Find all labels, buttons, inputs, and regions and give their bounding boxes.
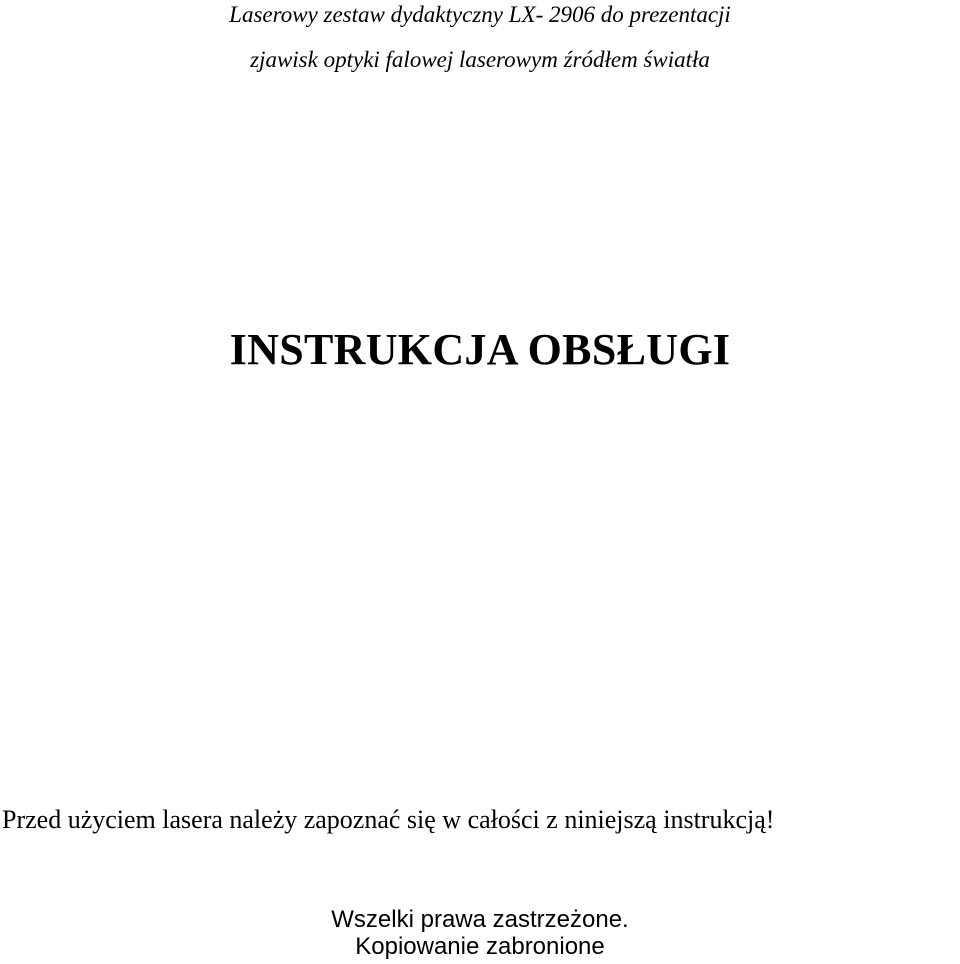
subtitle-line-1: Laserowy zestaw dydaktyczny LX- 2906 do prezentacji <box>229 2 731 27</box>
copyright-line-1: Wszelki prawa zastrzeżone. <box>331 906 629 933</box>
warning-text: Przed użyciem lasera należy zapoznać się w całości z niniejszą instrukcją! <box>2 805 775 834</box>
copyright-line-2: Kopiowanie zabronione <box>355 933 605 960</box>
page-title: INSTRUKCJA OBSŁUGI <box>229 325 731 374</box>
subtitle-line-2: zjawisk optyki falowej laserowym źródłem światła <box>250 47 710 72</box>
